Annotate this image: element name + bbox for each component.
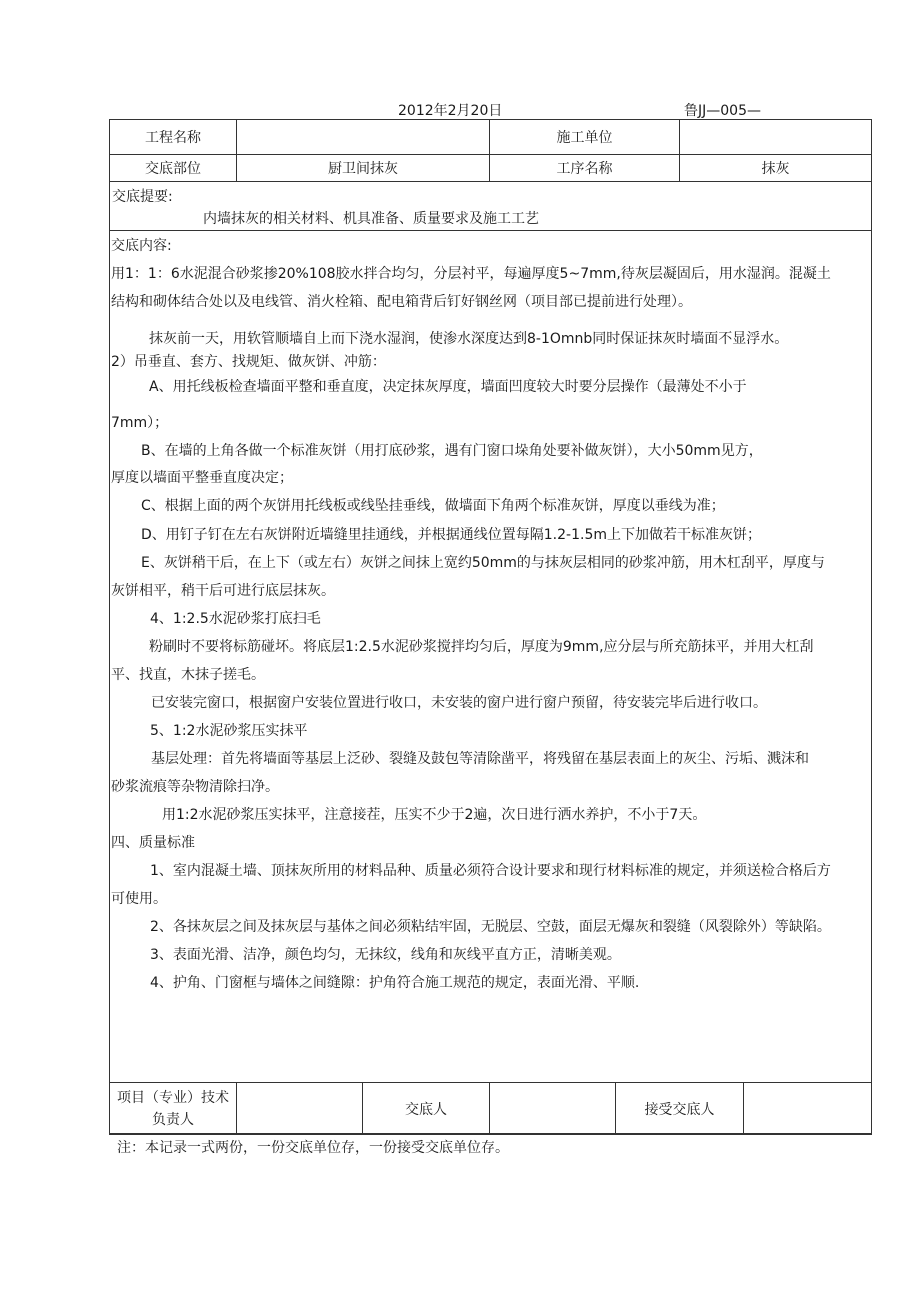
process-label: 工序名称 (490, 155, 680, 182)
form-code: 鲁JJ—005— (684, 103, 761, 119)
content-line: 可使用。 (111, 891, 167, 907)
receiver-signature (744, 1083, 872, 1135)
content-line: 四、质量标准 (111, 835, 195, 851)
tech-lead-label-line-2: 负责人 (152, 1111, 194, 1128)
tech-lead-label (110, 1083, 237, 1135)
content-line: 抹灰前一天，用软管顺墙自上而下浇水湿润，使渗水深度达到8-1Omnb同时保证抹灰时墙面不显浮水。 (149, 331, 789, 347)
content-line: 7mm）； (111, 415, 169, 431)
summary-label: 交底提要: (112, 189, 173, 205)
content-line: C、根据上面的两个灰饼用托线板或线坠挂垂线，做墙面下角两个标准灰饼，厚度以垂线为准； (141, 498, 725, 514)
record-date: 2012年2月20日 (398, 103, 503, 119)
content-line: 基层处理：首先将墙面等基层上泛砂、裂缝及鼓包等清除凿平，将残留在基层表面上的灰尘、污垢、溅沫和 (151, 751, 809, 767)
summary-text: 内墙抹灰的相关材料、机具准备、质量要求及施工工艺 (203, 211, 539, 227)
content-line: A、用托线板检查墙面平整和垂直度，决定抹灰厚度，墙面凹度较大时要分层操作（最薄处不小于 (149, 379, 747, 395)
content-line: 交底内容: (111, 238, 172, 254)
summary-cell (110, 182, 872, 231)
tech-lead-label-line-1: 项目（专业）技术 (117, 1089, 229, 1106)
tech-lead-signature (237, 1083, 363, 1135)
content-line: 粉刷时不要将标筋碰坏。将底层1:2.5水泥砂浆搅拌均匀后，厚度为9mm,应分层与所充筋抹平，并用大杠刮 (149, 639, 814, 655)
project-name-label: 工程名称 (110, 120, 237, 155)
content-line: 2、各抹灰层之间及抹灰层与基体之间必须粘结牢固，无脱层、空鼓，面层无爆灰和裂缝（风裂除外）等缺陷。 (150, 919, 831, 935)
signature-table (109, 1082, 872, 1135)
content-line: 灰饼相平，稍干后可进行底层抹灰。 (111, 583, 335, 599)
discloser-signature (490, 1083, 616, 1135)
receiver-label: 接受交底人 (616, 1083, 744, 1135)
content-cell (110, 231, 872, 1134)
content-line: 4、护角、门窗框与墙体之间缝隙：护角符合施工规范的规定，表面光滑、平顺. (150, 975, 640, 991)
contractor-label: 施工单位 (490, 120, 680, 155)
part-value: 厨卫间抹灰 (237, 155, 490, 182)
content-line: 2）吊垂直、套方、找规矩、做灰饼、冲筋： (111, 354, 386, 370)
disclosure-table (109, 119, 872, 1134)
content-line: 1、室内混凝土墙、顶抹灰所用的材料品种、质量必须符合设计要求和现行材料标准的规定，并须送检合格后方 (150, 863, 831, 879)
content-line: 用1：1：6水泥混合砂浆掺20%108胶水拌合均匀，分层衬平，每遍厚度5~7mm,待灰层凝固后，用水湿润。混凝土 (111, 266, 831, 282)
content-line: D、用钉子钉在左右灰饼附近墙缝里挂通线，并根据通线位置每隔1.2-1.5m上下加做若干标准灰饼； (141, 527, 761, 543)
part-label: 交底部位 (110, 155, 237, 182)
content-line: 4、1:2.5水泥砂浆打底扫毛 (150, 611, 321, 627)
footnote: 注：本记录一式两份，一份交底单位存，一份接受交底单位存。 (117, 1140, 509, 1156)
content-line: 结构和砌体结合处以及电线管、消火栓箱、配电箱背后钉好钢丝网（项目部已提前进行处理）。 (111, 294, 692, 310)
content-line: 已安装完窗口，根据窗户安装位置进行收口，未安装的窗户进行窗户预留，待安装完毕后进行收口。 (151, 695, 767, 711)
process-value: 抹灰 (680, 155, 872, 182)
content-line: 5、1:2水泥砂浆压实抹平 (150, 723, 308, 739)
content-line: 平、找直，木抹子搓毛。 (111, 667, 265, 683)
content-line: 砂浆流痕等杂物清除扫净。 (111, 779, 279, 795)
content-line: 用1:2水泥砂浆压实抹平，注意接茬，压实不少于2遍，次日进行洒水养护，不小于7天。 (162, 807, 707, 823)
contractor-value (680, 120, 872, 155)
discloser-label: 交底人 (363, 1083, 490, 1135)
content-line: 3、表面光滑、洁净，颜色均匀，无抹纹，线角和灰线平直方正，清晰美观。 (150, 947, 621, 963)
content-line: B、在墙的上角各做一个标准灰饼（用打底砂浆，遇有门窗口垛角处要补做灰饼），大小50mm见方， (141, 443, 763, 459)
project-name-value (237, 120, 490, 155)
content-line: E、灰饼稍干后，在上下（或左右）灰饼之间抹上宽约50mm的与抹灰层相同的砂浆冲筋，用木杠刮平，厚度与 (141, 555, 825, 571)
content-line: 厚度以墙面平整垂直度决定； (111, 470, 293, 486)
